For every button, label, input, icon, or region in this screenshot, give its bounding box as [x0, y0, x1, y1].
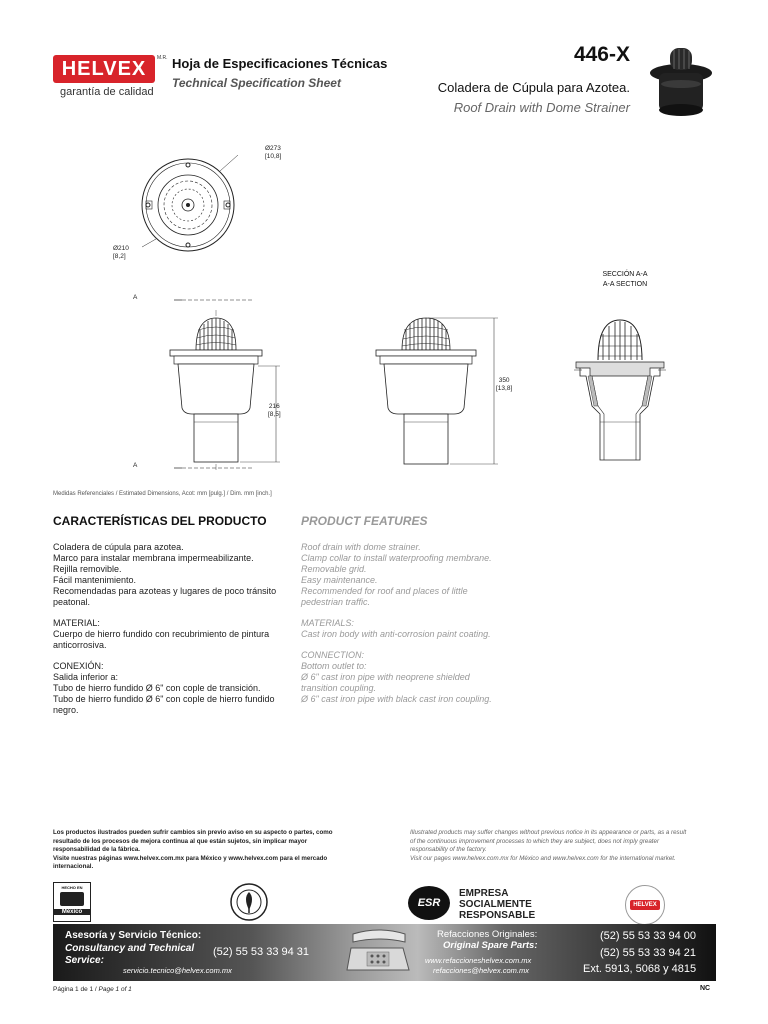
dimension-value-inch: [8,5]	[268, 411, 281, 418]
parts-phone-1[interactable]: (52) 55 53 33 94 00	[600, 930, 697, 942]
esr-line-1: EMPRESA	[459, 888, 509, 899]
dimension-value-inch: [8,2]	[113, 253, 126, 260]
connection-es: CONEXIÓN: Salida inferior a: Tubo de hierro fundido Ø 6" con cople de transición. Tubo de hierro fundido Ø 6" con cople de hierro fundido negro.	[53, 661, 275, 715]
contact-footer	[53, 924, 716, 981]
dimension-value: Ø273	[265, 145, 281, 152]
dimension-value-inch: [13,8]	[496, 385, 513, 392]
dimensions-note: Medidas Referenciales / Estimated Dimensions, Acot: mm [pulg.] / Dim. mm [inch.]	[53, 491, 272, 497]
sheet-title-en: Technical Specification Sheet	[172, 76, 341, 90]
features-heading-en: PRODUCT FEATURES	[301, 514, 428, 528]
front-view-drawing	[140, 290, 290, 480]
section-mark-top: A	[133, 294, 138, 301]
page-number: Página 1 de 1 / Page 1 of 1	[53, 986, 132, 993]
esr-logo	[408, 886, 450, 920]
helvex-seal-text: HELVEX	[630, 900, 660, 910]
parts-title-es: Refacciones Originales:	[437, 929, 538, 940]
features-heading-es: CARACTERÍSTICAS DEL PRODUCTO	[53, 514, 267, 528]
section-view-drawing	[570, 310, 670, 470]
esr-mark: ESR	[417, 897, 441, 909]
document-code: NC	[700, 985, 711, 992]
dimension-value-inch: [10,8]	[265, 153, 282, 160]
service-title-en-1: Consultancy and Technical	[65, 943, 195, 954]
disclaimer-es: Los productos ilustrados pueden sufrir cambios sin previo aviso en su aspecto o partes, como resultado de los procesos de mejora continua al que están sujetos, sin implicar mayor responsabilidad de la fábrica. Visite nuestras páginas www.helvex.com.mx para México y www.helvex.com para el mercado internacional.	[53, 829, 333, 871]
product-photo	[646, 40, 716, 120]
section-label-en: A-A SECTION	[602, 281, 648, 288]
height-dimension	[496, 377, 512, 393]
section-mark-bottom: A	[133, 462, 138, 469]
esr-line-2: SOCIALMENTE	[459, 899, 532, 910]
certification-seal-icon	[230, 883, 268, 921]
dimension-label	[265, 145, 281, 161]
sheet-title-es: Hoja de Especificaciones Técnicas	[172, 56, 388, 71]
telephone-icon	[343, 926, 415, 978]
mexico-label: México	[54, 909, 90, 915]
features-description-en: Roof drain with dome strainer. Clamp collar to install waterproofing membrane. Removable grid. Easy maintenance. Recommended for roof and places of little pedestrian traffic.	[301, 542, 492, 607]
parts-website[interactable]: www.refaccioneshelvex.com.mx	[425, 956, 532, 965]
parts-title-en: Original Spare Parts:	[443, 940, 538, 951]
page-number-en: Page 1 of 1	[98, 986, 132, 993]
esr-line-3: RESPONSABLE	[459, 910, 536, 921]
disclaimer-en: Illustrated products may suffer changes without previous notice in its appearance or parts, as a result of the continuous improvement processes to which they are subject, does not imply greater responsability of the factory. Visit our pages www.helvex.com.mx for México and www.helvex.com for the international market.	[410, 829, 687, 862]
features-description-es: Coladera de cúpula para azotea. Marco para instalar membrana impermeabilizante. Rejilla removible. Fácil mantenimiento. Recomendadas para azoteas y lugares de poco tránsito peatonal.	[53, 542, 277, 607]
dimension-value: Ø210	[113, 245, 129, 252]
dimension-label	[113, 245, 129, 261]
service-email[interactable]: servicio.tecnico@helvex.com.mx	[123, 966, 232, 975]
dimension-value: 350	[498, 377, 510, 384]
section-label	[590, 270, 660, 290]
section-label-es: SECCIÓN A-A	[602, 271, 648, 278]
brand-tagline: garantía de calidad	[60, 86, 154, 98]
esr-label	[459, 888, 535, 921]
hecho-label: HECHO EN	[61, 885, 83, 890]
service-title-en-2: Service:	[65, 955, 104, 966]
top-view-drawing	[140, 155, 250, 255]
hecho-en-mexico-badge	[53, 882, 91, 922]
brand-name: HELVEX	[61, 57, 147, 80]
height-dimension	[268, 403, 281, 419]
material-es: MATERIAL: Cuerpo de hierro fundido con recubrimiento de pintura anticorrosiva.	[53, 618, 270, 650]
material-en: MATERIALS: Cast iron body with anti-corrosion paint coating.	[301, 618, 491, 639]
parts-extensions: Ext. 5913, 5068 y 4815	[583, 963, 697, 975]
service-phone[interactable]: (52) 55 53 33 94 31	[213, 946, 310, 958]
parts-email[interactable]: refacciones@helvex.com.mx	[433, 966, 529, 975]
connection-en: CONNECTION: Bottom outlet to: Ø 6" cast iron pipe with neoprene shielded transition coupling. Ø 6" cast iron pipe with black cast iron coupling.	[301, 650, 492, 704]
parts-phone-2[interactable]: (52) 55 53 33 94 21	[600, 947, 697, 959]
product-name-es: Coladera de Cúpula para Azotea.	[437, 80, 630, 95]
service-title-es: Asesoría y Servicio Técnico:	[65, 930, 202, 941]
features-column-es	[53, 542, 285, 726]
features-column-en	[301, 542, 501, 715]
page-number-es: Página 1 de 1	[53, 986, 94, 993]
helvex-seal	[625, 885, 665, 925]
helvex-logo	[53, 55, 155, 83]
brand-mark: M.R.	[157, 55, 168, 61]
model-number: 446-X	[573, 43, 630, 66]
product-name-en: Roof Drain with Dome Strainer	[453, 100, 630, 115]
dimension-value: 216	[268, 403, 280, 410]
